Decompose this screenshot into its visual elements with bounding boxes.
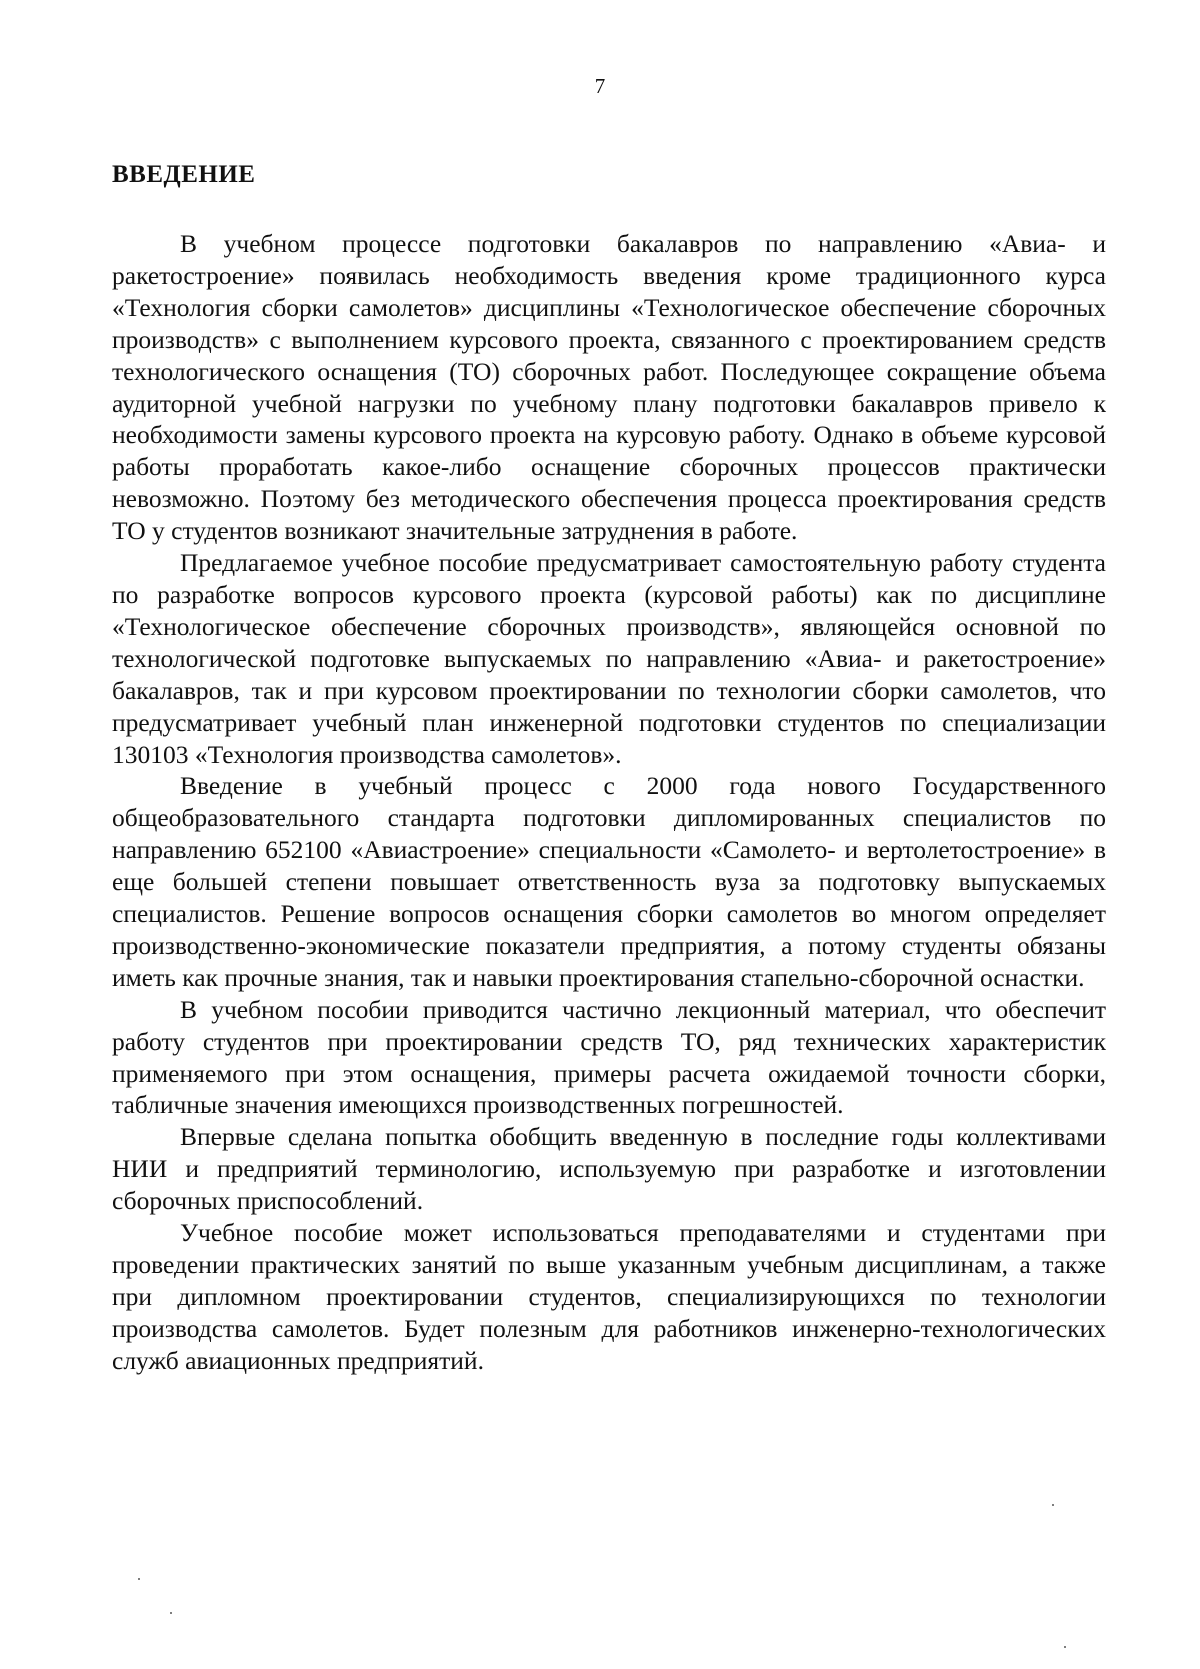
page-number: 7	[594, 74, 606, 98]
scan-speck	[1064, 1646, 1066, 1648]
paragraph-5: Впервые сделана попытка обобщить введенную в последние годы коллективами НИИ и предприятий терминологию, используемую при разработке и изготовлении сборочных приспособлений.	[112, 1122, 1106, 1216]
scan-speck	[138, 1578, 140, 1580]
paragraph-2: Предлагаемое учебное пособие предусматривает самостоятельную работу студента по разработке вопросов курсового проекта (курсовой работы) как по дисциплине «Технологическое обеспечение сборочных производств», являющейся основной по технологической подготовке выпускаемых по направлению «Авиа- и ракетостроение» бакалавров, так и при курсовом проектировании по технологии сборки самолетов, что предусматривает учебный план инженерной подготовки студентов по специализации 130103 «Технология производства самолетов».	[112, 548, 1106, 769]
body-text	[112, 228, 1106, 1377]
paragraph-3: Введение в учебный процесс с 2000 года нового Государственного общеобразовательного стандарта подготовки дипломированных специалистов по направлению 652100 «Авиастроение» специальности «Самолето- и вертолетостроение» в еще большей степени повышает ответственность вуза за подготовку выпускаемых специалистов. Решение вопросов оснащения сборки самолетов во многом определяет производственно-экономические показатели предприятия, а потому студенты обязаны иметь как прочные знания, так и навыки проектирования стапельно-сборочной оснастки.	[112, 771, 1106, 992]
scan-speck	[170, 1612, 172, 1614]
paragraph-1: В учебном процессе подготовки бакалавров по направлению «Авиа- и ракетостроение» появилась необходимость введения кроме традиционного курса «Технология сборки самолетов» дисциплины «Технологическое обеспечение сборочных производств» с выполнением курсового проекта, связанного с проектированием средств технологического оснащения (ТО) сборочных работ. Последующее сокращение объема аудиторной учебной нагрузки по учебному плану подготовки бакалавров привело к необходимости замены курсового проекта на курсовую работу. Однако в объеме курсовой работы проработать какое-либо оснащение сборочных процессов практически невозможно. Поэтому без методического обеспечения процесса проектирования средств ТО у студентов возникают значительные затруднения в работе.	[112, 229, 1106, 546]
section-heading: ВВЕДЕНИЕ	[112, 161, 256, 188]
paragraph-4: В учебном пособии приводится частично лекционный материал, что обеспечит работу студентов при проектировании средств ТО, ряд технических характеристик применяемого при этом оснащения, примеры расчета ожидаемой точности сборки, табличные значения имеющихся производственных погрешностей.	[112, 994, 1106, 1120]
scan-speck	[1052, 1504, 1054, 1506]
paragraph-6: Учебное пособие может использоваться преподавателями и студентами при проведении практических занятий по выше указанным учебным дисциплинам, а также при дипломном проектировании студентов, специализирующихся по технологии производства самолетов. Будет полезным для работников инженерно-технологических служб авиационных предприятий.	[112, 1218, 1106, 1375]
